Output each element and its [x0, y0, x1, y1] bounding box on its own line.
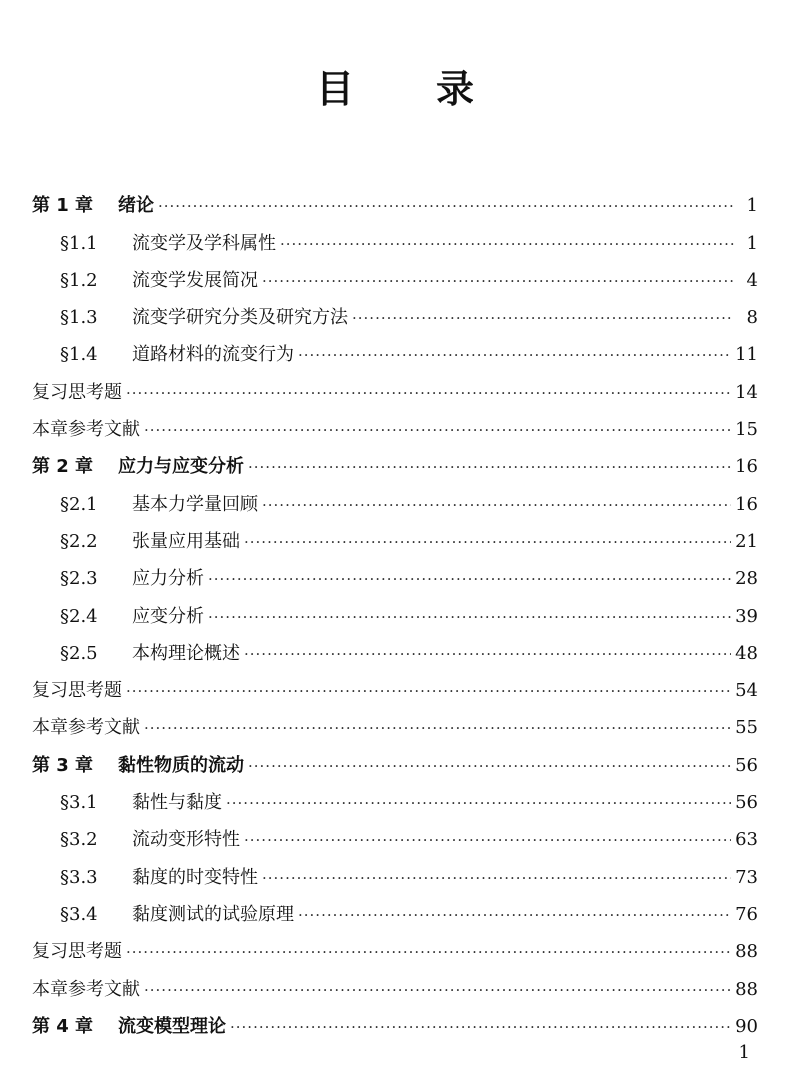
toc-entry-number: §1.2	[60, 269, 98, 291]
dot-leader	[126, 382, 731, 404]
title-char-left: 目	[315, 67, 354, 111]
toc-entry-title: 张量应用基础	[132, 530, 240, 552]
toc-entry-page: 14	[735, 381, 758, 403]
toc-section-entry[interactable]	[32, 516, 758, 553]
toc-entry-title: 黏性物质的流动	[118, 754, 244, 776]
table-of-contents	[32, 180, 758, 1038]
toc-entry-title: 本章参考文献	[32, 717, 140, 739]
toc-entry-page: 11	[735, 344, 758, 366]
toc-entry-title: 应力分析	[132, 568, 204, 590]
toc-entry-page: 56	[735, 754, 758, 776]
toc-entry-label	[60, 792, 222, 814]
toc-entry-number: 第 4 章	[32, 1015, 94, 1037]
dot-leader	[262, 494, 731, 516]
toc-entry-label	[60, 829, 240, 851]
toc-entry-title: 复习思考题	[32, 381, 122, 403]
toc-entry-label	[60, 904, 294, 926]
toc-entry-title: 本章参考文献	[32, 419, 140, 441]
toc-entry-number: §1.1	[60, 232, 98, 254]
toc-entry-page: 54	[735, 680, 758, 702]
toc-entry-label	[32, 717, 140, 739]
toc-entry-page: 88	[735, 941, 758, 963]
toc-entry-number: 第 3 章	[32, 754, 94, 776]
toc-section-entry[interactable]	[32, 851, 758, 888]
dot-leader	[126, 680, 731, 702]
toc-entry-number: 第 1 章	[32, 195, 94, 217]
toc-entry-title: 复习思考题	[32, 941, 122, 963]
dot-leader	[298, 344, 731, 366]
toc-section-entry[interactable]	[32, 292, 758, 329]
toc-section-entry[interactable]	[32, 628, 758, 665]
toc-entry-number: §2.1	[60, 493, 98, 515]
toc-entry-label	[60, 270, 258, 292]
toc-entry-title: 流变学发展简况	[132, 269, 258, 291]
toc-section-entry[interactable]	[32, 814, 758, 851]
toc-entry-label	[32, 680, 122, 702]
toc-entry-page: 4	[746, 269, 758, 291]
title-char-right: 录	[436, 67, 475, 111]
dot-leader	[144, 979, 731, 1001]
toc-entry-number: §2.4	[60, 605, 98, 627]
toc-entry-number: §3.3	[60, 866, 98, 888]
footer-page-number: 1	[738, 1042, 750, 1063]
toc-entry[interactable]	[32, 404, 758, 441]
dot-leader	[262, 270, 734, 292]
toc-entry-label	[32, 419, 140, 441]
toc-entry-page: 1	[746, 232, 758, 254]
toc-chapter-entry[interactable]	[32, 1001, 758, 1038]
toc-entry-page: 63	[735, 829, 758, 851]
toc-entry-label	[32, 382, 122, 404]
toc-entry-title: 黏度的时变特性	[132, 866, 258, 888]
dot-leader	[248, 755, 731, 777]
toc-section-entry[interactable]	[32, 478, 758, 515]
toc-entry-title: 应变分析	[132, 605, 204, 627]
toc-entry-page: 90	[735, 1015, 758, 1037]
toc-chapter-entry[interactable]	[32, 180, 758, 217]
toc-entry-page: 1	[746, 195, 758, 217]
toc-entry-title: 基本力学量回顾	[132, 493, 258, 515]
toc-entry-title: 流动变形特性	[132, 829, 240, 851]
dot-leader	[280, 233, 734, 255]
dot-leader	[230, 1016, 731, 1038]
dot-leader	[262, 867, 731, 889]
toc-entry-page: 73	[735, 866, 758, 888]
toc-chapter-entry[interactable]	[32, 739, 758, 776]
toc-section-entry[interactable]	[32, 777, 758, 814]
toc-entry-title: 本章参考文献	[32, 978, 140, 1000]
toc-entry-page: 55	[735, 717, 758, 739]
dot-leader	[158, 195, 734, 217]
toc-entry-number: §2.5	[60, 642, 98, 664]
toc-entry-label	[32, 979, 140, 1001]
toc-entry-label	[60, 867, 258, 889]
toc-entry-page: 88	[735, 978, 758, 1000]
toc-entry-label	[32, 755, 244, 777]
toc-entry-label	[60, 494, 258, 516]
dot-leader	[144, 419, 731, 441]
dot-leader	[226, 792, 731, 814]
dot-leader	[208, 568, 731, 590]
toc-entry-page: 28	[735, 568, 758, 590]
toc-entry[interactable]	[32, 963, 758, 1000]
dot-leader	[126, 941, 731, 963]
toc-entry-page: 76	[735, 903, 758, 925]
toc-section-entry[interactable]	[32, 255, 758, 292]
toc-entry-title: 流变模型理论	[118, 1015, 226, 1037]
toc-entry-page: 16	[735, 456, 758, 478]
toc-entry-label	[32, 941, 122, 963]
dot-leader	[352, 307, 734, 329]
toc-entry-number: §3.2	[60, 829, 98, 851]
toc-entry-title: 复习思考题	[32, 680, 122, 702]
toc-entry-title: 绪论	[118, 195, 154, 217]
dot-leader	[244, 829, 731, 851]
toc-entry-label	[60, 233, 276, 255]
toc-entry[interactable]	[32, 926, 758, 963]
toc-entry-number: §2.2	[60, 530, 98, 552]
toc-entry-page: 15	[735, 419, 758, 441]
toc-entry-title: 流变学及学科属性	[132, 232, 276, 254]
toc-chapter-entry[interactable]	[32, 441, 758, 478]
toc-entry-page: 48	[735, 642, 758, 664]
toc-entry-title: 应力与应变分析	[118, 456, 244, 478]
page-title	[0, 58, 790, 113]
toc-entry-label	[60, 606, 204, 628]
dot-leader	[244, 531, 731, 553]
toc-section-entry[interactable]	[32, 329, 758, 366]
toc-entry-number: §1.4	[60, 344, 98, 366]
toc-entry-number: 第 2 章	[32, 456, 94, 478]
toc-entry-title: 黏性与黏度	[132, 792, 222, 814]
toc-entry-label	[60, 344, 294, 366]
toc-section-entry[interactable]	[32, 590, 758, 627]
dot-leader	[208, 606, 731, 628]
toc-entry-number: §3.4	[60, 903, 98, 925]
toc-entry-label	[60, 568, 204, 590]
toc-entry-title: 道路材料的流变行为	[132, 344, 294, 366]
dot-leader	[144, 717, 731, 739]
toc-entry-label	[60, 643, 240, 665]
toc-section-entry[interactable]	[32, 217, 758, 254]
toc-entry[interactable]	[32, 702, 758, 739]
toc-section-entry[interactable]	[32, 553, 758, 590]
toc-entry-title: 流变学研究分类及研究方法	[132, 307, 348, 329]
toc-entry-label	[32, 456, 244, 478]
toc-entry-title: 黏度测试的试验原理	[132, 903, 294, 925]
toc-entry-number: §2.3	[60, 568, 98, 590]
toc-entry-page: 8	[746, 307, 758, 329]
toc-entry-title: 本构理论概述	[132, 642, 240, 664]
toc-entry-number: §3.1	[60, 792, 98, 814]
toc-entry-label	[32, 195, 154, 217]
toc-entry-number: §1.3	[60, 307, 98, 329]
toc-entry-page: 39	[735, 605, 758, 627]
dot-leader	[298, 904, 731, 926]
dot-leader	[244, 643, 731, 665]
dot-leader	[248, 456, 731, 478]
toc-entry[interactable]	[32, 366, 758, 403]
toc-entry[interactable]	[32, 665, 758, 702]
toc-entry-label	[60, 307, 348, 329]
toc-entry-label	[32, 1016, 226, 1038]
toc-entry-page: 56	[735, 792, 758, 814]
toc-entry-page: 16	[735, 493, 758, 515]
toc-entry-page: 21	[735, 530, 758, 552]
toc-section-entry[interactable]	[32, 889, 758, 926]
toc-entry-label	[60, 531, 240, 553]
